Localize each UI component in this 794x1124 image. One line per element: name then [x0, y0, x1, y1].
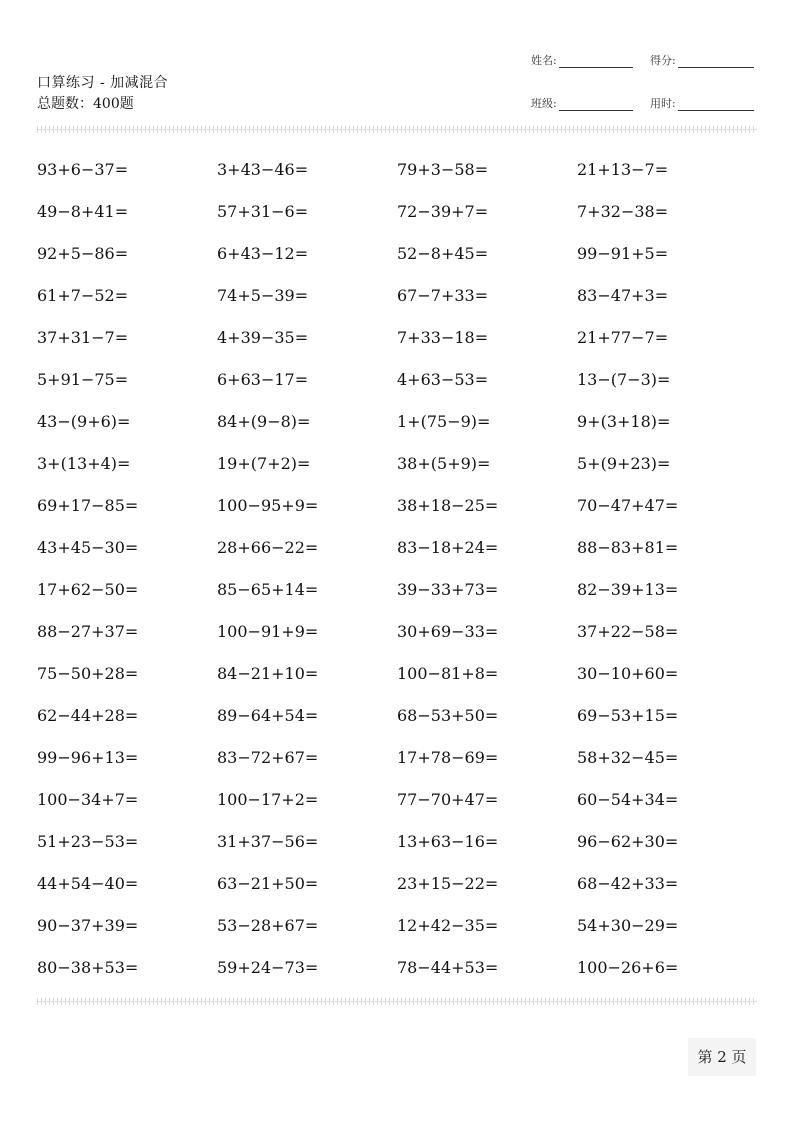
problem-item: 84−21+10=: [217, 664, 319, 683]
problem-item: 4+39−35=: [217, 328, 309, 347]
problem-item: 52−8+45=: [397, 244, 489, 263]
problem-item: 69+17−85=: [37, 496, 139, 515]
problem-item: 80−38+53=: [37, 958, 139, 977]
problem-row: [37, 449, 757, 491]
problem-item: 59+24−73=: [217, 958, 319, 977]
problem-item: 63−21+50=: [217, 874, 319, 893]
problem-item: 44+54−40=: [37, 874, 139, 893]
problem-item: 57+31−6=: [217, 202, 309, 221]
problem-row: [37, 533, 757, 575]
problem-item: 100−91+9=: [217, 622, 319, 641]
worksheet-title: 口算练习 - 加减混合: [37, 75, 169, 91]
problem-item: 17+62−50=: [37, 580, 139, 599]
total-count: 总题数：400题: [37, 96, 134, 112]
problem-item: 83−47+3=: [577, 286, 669, 305]
problem-item: 19+(7+2)=: [217, 454, 311, 473]
problem-item: 37+22−58=: [577, 622, 679, 641]
problem-row: [37, 617, 757, 659]
problem-row: [37, 407, 757, 449]
problem-item: 30−10+60=: [577, 664, 679, 683]
problem-item: 75−50+28=: [37, 664, 139, 683]
problem-item: 79+3−58=: [397, 160, 489, 179]
name-label: 姓名:: [531, 54, 557, 67]
problem-item: 82−39+13=: [577, 580, 679, 599]
class-field[interactable]: [531, 97, 633, 111]
problem-row: [37, 575, 757, 617]
problem-item: 7+33−18=: [397, 328, 489, 347]
problem-row: [37, 701, 757, 743]
problem-item: 72−39+7=: [397, 202, 489, 221]
problem-item: 84+(9−8)=: [217, 412, 311, 431]
class-label: 班级:: [531, 97, 557, 110]
problem-item: 6+63−17=: [217, 370, 309, 389]
problem-item: 100−95+9=: [217, 496, 319, 515]
problem-item: 88−27+37=: [37, 622, 139, 641]
problem-item: 3+(13+4)=: [37, 454, 131, 473]
problem-item: 31+37−56=: [217, 832, 319, 851]
problem-item: 12+42−35=: [397, 916, 499, 935]
problem-item: 6+43−12=: [217, 244, 309, 263]
problem-item: 61+7−52=: [37, 286, 129, 305]
problem-item: 13+63−16=: [397, 832, 499, 851]
problem-row: [37, 281, 757, 323]
name-field[interactable]: [531, 54, 633, 68]
problem-item: 1+(75−9)=: [397, 412, 491, 431]
problem-item: 17+78−69=: [397, 748, 499, 767]
problem-item: 90−37+39=: [37, 916, 139, 935]
score-label: 得分:: [650, 54, 676, 67]
problem-item: 62−44+28=: [37, 706, 139, 725]
problem-item: 100−81+8=: [397, 664, 499, 683]
problem-item: 100−26+6=: [577, 958, 679, 977]
problem-item: 89−64+54=: [217, 706, 319, 725]
problem-item: 49−8+41=: [37, 202, 129, 221]
problem-row: [37, 743, 757, 785]
name-line[interactable]: [559, 57, 633, 68]
problem-row: [37, 785, 757, 827]
problem-item: 67−7+33=: [397, 286, 489, 305]
problem-item: 85−65+14=: [217, 580, 319, 599]
problem-item: 4+63−53=: [397, 370, 489, 389]
problem-item: 30+69−33=: [397, 622, 499, 641]
problem-item: 69−53+15=: [577, 706, 679, 725]
problem-item: 21+13−7=: [577, 160, 669, 179]
problem-row: [37, 365, 757, 407]
bottom-border-divider: [37, 998, 757, 1005]
problem-item: 58+32−45=: [577, 748, 679, 767]
problem-item: 21+77−7=: [577, 328, 669, 347]
problem-item: 51+23−53=: [37, 832, 139, 851]
problem-item: 3+43−46=: [217, 160, 309, 179]
problem-item: 43+45−30=: [37, 538, 139, 557]
problem-item: 43−(9+6)=: [37, 412, 131, 431]
problem-row: [37, 869, 757, 911]
problem-row: [37, 239, 757, 281]
problem-item: 68−42+33=: [577, 874, 679, 893]
problem-item: 70−47+47=: [577, 496, 679, 515]
problem-row: [37, 911, 757, 953]
problem-item: 83−72+67=: [217, 748, 319, 767]
problem-item: 38+(5+9)=: [397, 454, 491, 473]
score-field[interactable]: [650, 54, 754, 68]
problem-row: [37, 827, 757, 869]
problem-row: [37, 953, 757, 995]
problem-item: 99−96+13=: [37, 748, 139, 767]
problem-item: 93+6−37=: [37, 160, 129, 179]
problem-item: 39−33+73=: [397, 580, 499, 599]
problem-item: 92+5−86=: [37, 244, 129, 263]
problem-item: 100−34+7=: [37, 790, 139, 809]
problem-grid: [37, 155, 757, 995]
top-border-divider: [37, 126, 757, 133]
class-line[interactable]: [559, 100, 633, 111]
problem-item: 60−54+34=: [577, 790, 679, 809]
problem-row: [37, 491, 757, 533]
problem-item: 54+30−29=: [577, 916, 679, 935]
problem-item: 99−91+5=: [577, 244, 669, 263]
problem-item: 5+91−75=: [37, 370, 129, 389]
problem-row: [37, 197, 757, 239]
problem-item: 77−70+47=: [397, 790, 499, 809]
problem-row: [37, 323, 757, 365]
problem-item: 68−53+50=: [397, 706, 499, 725]
problem-row: [37, 659, 757, 701]
time-label: 用时:: [650, 97, 676, 110]
problem-item: 9+(3+18)=: [577, 412, 671, 431]
problem-item: 13−(7−3)=: [577, 370, 671, 389]
problem-item: 88−83+81=: [577, 538, 679, 557]
problem-item: 74+5−39=: [217, 286, 309, 305]
page-number-badge: 第 2 页: [688, 1038, 756, 1076]
problem-item: 100−17+2=: [217, 790, 319, 809]
problem-item: 53−28+67=: [217, 916, 319, 935]
problem-item: 78−44+53=: [397, 958, 499, 977]
problem-item: 7+32−38=: [577, 202, 669, 221]
problem-item: 5+(9+23)=: [577, 454, 671, 473]
problem-item: 37+31−7=: [37, 328, 129, 347]
problem-item: 38+18−25=: [397, 496, 499, 515]
time-line[interactable]: [678, 100, 754, 111]
problem-row: [37, 155, 757, 197]
time-field[interactable]: [650, 97, 754, 111]
problem-item: 96−62+30=: [577, 832, 679, 851]
problem-item: 23+15−22=: [397, 874, 499, 893]
problem-item: 28+66−22=: [217, 538, 319, 557]
problem-item: 83−18+24=: [397, 538, 499, 557]
score-line[interactable]: [678, 57, 754, 68]
